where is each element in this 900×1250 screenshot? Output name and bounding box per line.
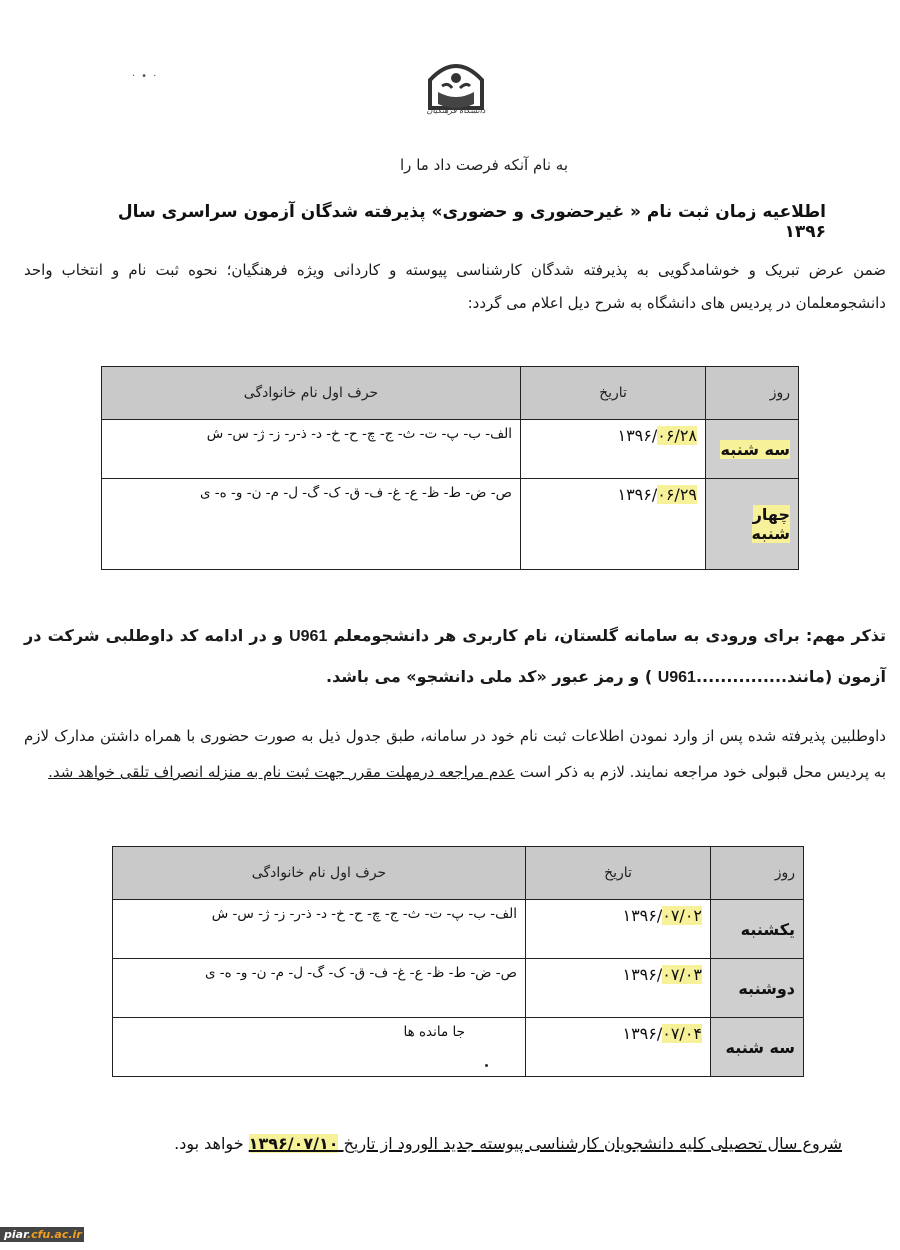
logo-caption: دانشگاه فرهنگیان — [426, 106, 486, 115]
date-cell — [521, 420, 706, 479]
closing-text: شروع سال تحصیلی کلیه دانشجویان کارشناسی پیوسته جدید الورود از تاریخ — [338, 1134, 842, 1153]
table-header-row — [102, 367, 799, 420]
date-year: ۱۳۹۶/ — [622, 1024, 663, 1043]
notice-text: تذکر مهم: برای ورودی به سامانه گلستان، نام کاربری هر دانشجومعلم — [327, 626, 887, 645]
table-row — [113, 959, 804, 1018]
day-cell: یکشنبه — [711, 900, 804, 959]
watermark-prefix: piar — [4, 1228, 27, 1241]
page-title: اطلاعیه زمان ثبت نام « غیرحضوری و حضوری» پذیرفته شدگان آزمون سراسری سال ۱۳۹۶ — [117, 202, 826, 242]
site-watermark — [0, 1227, 84, 1242]
date-year: ۱۳۹۶/ — [617, 426, 658, 445]
scan-speck — [485, 1064, 488, 1067]
header-day: روز — [711, 847, 804, 900]
letters-cell: الف- ب- پ- ت- ث- ج- چ- ح- خ- د- ذ-ر- ز- ژ- س- ش — [102, 420, 521, 479]
intro-paragraph: ضمن عرض تبریک و خوشامدگویی به پذیرفته شدگان کارشناسی پیوسته و کاردانی ویژه فرهنگیان؛ نحوه ثبت نام و انتخاب واحد دانشجومعلمان در پردیس های دانشگاه به شرح دیل اعلام می گردد: — [24, 261, 886, 312]
table-row — [102, 420, 799, 479]
day-cell — [706, 479, 799, 570]
date-year: ۱۳۹۶/ — [622, 906, 663, 925]
date-cell — [526, 900, 711, 959]
date-year: ۱۳۹۶/ — [617, 485, 658, 504]
table-header-row — [113, 847, 804, 900]
day-cell: دوشنبه — [711, 959, 804, 1018]
date-cell — [521, 479, 706, 570]
instructions-text: داوطلبین پذیرفته شده پس از وارد نمودن اطلاعات ثبت نام خود در سامانه، طبق جدول ذیل به صورت حضوری با همراه داشتن مدارک لازم به پردیس محل قبولی خود مراجعه نمایند. لازم به ذکر است — [24, 727, 886, 781]
table-row — [102, 479, 799, 570]
header-date: تاریخ — [521, 367, 706, 420]
scan-specks: ·•· — [132, 71, 163, 82]
date-highlight: ۰۷/۰۳ — [662, 965, 702, 984]
date-highlight: ۰۷/۰۴ — [662, 1024, 702, 1043]
important-notice — [24, 616, 886, 698]
letters-cell: الف- ب- پ- ت- ث- ج- چ- ح- خ- د- ذ-ر- ز- ژ- س- ش — [113, 900, 526, 959]
date-year: ۱۳۹۶/ — [622, 965, 663, 984]
letters-cell: جا مانده ها — [113, 1018, 526, 1077]
watermark-domain: .cfu.ac.ir — [26, 1228, 82, 1241]
username-example: U961 — [657, 669, 696, 686]
instructions-paragraph — [24, 718, 886, 790]
header-letters: حرف اول نام خانوادگی — [102, 367, 521, 420]
username-prefix: U961 — [289, 628, 328, 645]
day-cell — [706, 420, 799, 479]
header-day: روز — [706, 367, 799, 420]
notice-text: ) و رمز عبور «کد ملی دانشجو» می باشد. — [325, 667, 658, 686]
header-letters: حرف اول نام خانوادگی — [113, 847, 526, 900]
date-highlight: ۰۶/۲۹ — [657, 485, 697, 504]
day-label: سه شنبه — [720, 439, 790, 459]
day-cell: سه شنبه — [711, 1018, 804, 1077]
letters-cell: ص- ض- ط- ظ- ع- غ- ف- ق- ک- گ- ل- م- ن- و- ه- ی — [113, 959, 526, 1018]
deadline-warning: عدم مراجعه درمهلت مقرر جهت ثبت نام به منزله انصراف تلقی خواهد شد. — [48, 763, 515, 781]
schedule-table-in-person — [112, 846, 804, 1077]
basmala: به نام آنکه فرصت داد ما را — [400, 156, 568, 174]
header-date: تاریخ — [526, 847, 711, 900]
start-date: ۱۳۹۶/۰۷/۱۰ — [248, 1134, 339, 1153]
day-label: چهار شنبه — [751, 505, 790, 543]
closing-tail: خواهد بود. — [174, 1134, 249, 1153]
date-cell — [526, 959, 711, 1018]
date-highlight: ۰۶/۲۸ — [657, 426, 697, 445]
table-row — [113, 1018, 804, 1077]
date-cell — [526, 1018, 711, 1077]
date-highlight: ۰۷/۰۲ — [662, 906, 702, 925]
table-row — [113, 900, 804, 959]
schedule-table-online — [101, 366, 799, 570]
notice-text: و در ادامه کد داوطلبی شرکت در آزمون (مانند............... — [24, 626, 886, 686]
letters-cell: ص- ض- ط- ظ- ع- غ- ف- ق- ک- گ- ل- م- ن- و- ه- ی — [102, 479, 521, 570]
academic-year-start — [62, 1134, 842, 1153]
